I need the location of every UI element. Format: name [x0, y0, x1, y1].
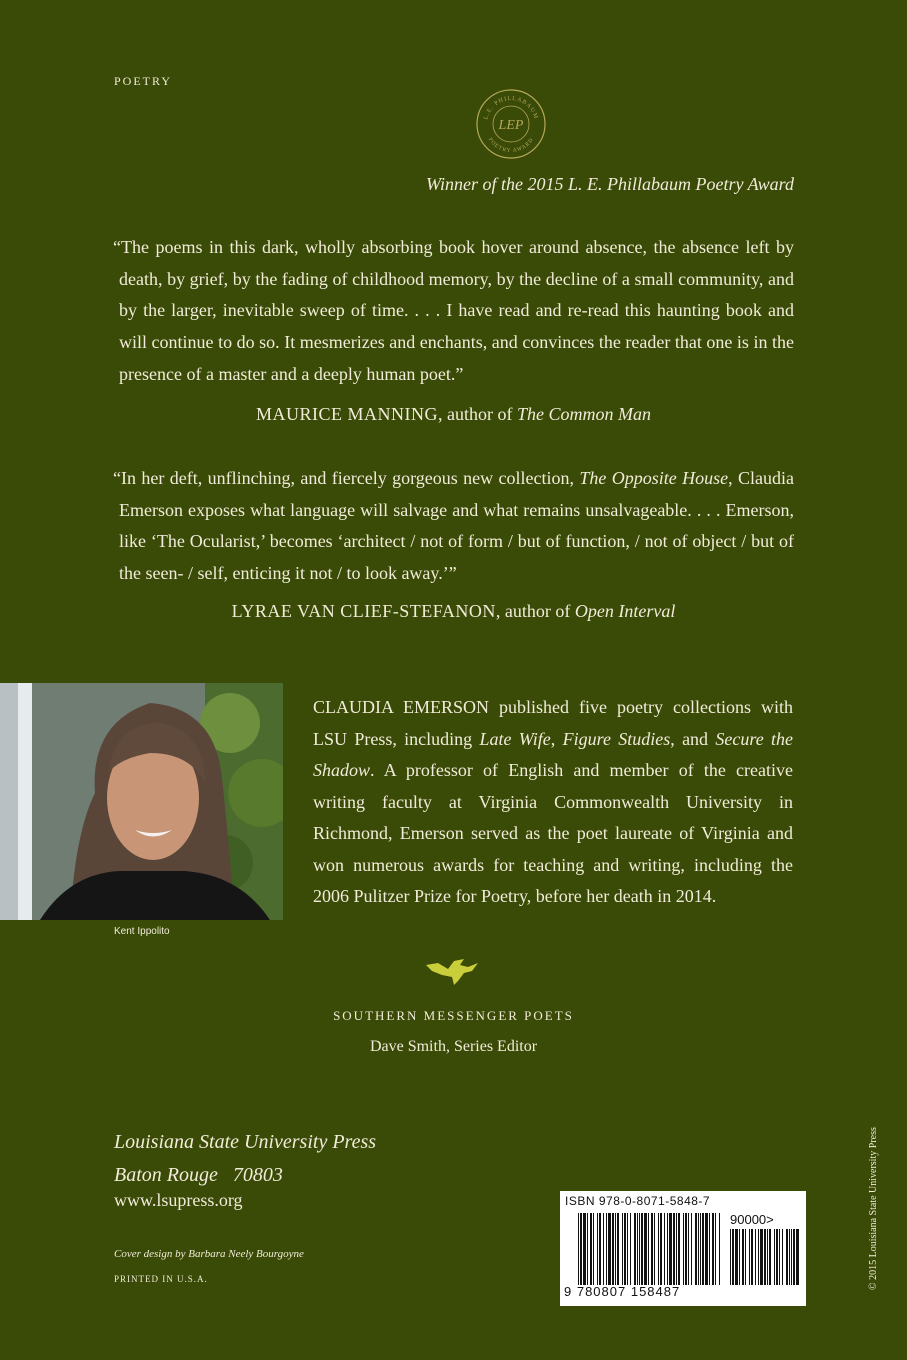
genre-label: POETRY — [114, 74, 173, 88]
barcode-bar — [774, 1229, 775, 1285]
barcode-bar — [702, 1213, 704, 1285]
publisher-name: Louisiana State University Press — [114, 1131, 377, 1153]
barcode-bar — [742, 1229, 744, 1285]
blurb-author-of-2: , author of — [495, 601, 575, 621]
printed-in: PRINTED IN U.S.A. — [114, 1274, 208, 1284]
blurb-attribution-1 — [0, 404, 907, 425]
barcode-bar — [648, 1213, 649, 1285]
barcode-bar — [691, 1213, 692, 1285]
quote2-post: , Claudia Emerson exposes what language will salvage and what remains unsalvageable. . . . Emerson, like ‘The Ocularist,’ becomes ‘architect / not of form / but of function, / not of object / but of the seen- / self, enticing it not / to look away.’” — [119, 468, 794, 584]
barcode-bar — [673, 1213, 675, 1285]
barcode-bar — [767, 1229, 768, 1285]
barcode-bar — [669, 1213, 672, 1285]
blurb-quote-1-text: “The poems in this dark, wholly absorbing book hover around absence, the absence left by death, by grief, by the fading of childhood memory, by the decline of a small community, and by the larger, inevitable sweep of time. . . . I have read and re-read this haunting book and will continue to do so. It mesmerizes and enchants, and convinces the reader that one is in the presence of a master and a deeply human poet.” — [113, 237, 794, 384]
barcode-bar — [678, 1213, 680, 1285]
barcode-bar — [715, 1213, 716, 1285]
barcode-bar — [732, 1229, 734, 1285]
blurb-author-1: MAURICE MANNING — [256, 404, 438, 424]
addon-barcode-bars — [730, 1229, 800, 1285]
barcode-bar — [745, 1229, 746, 1285]
barcode-bar — [705, 1213, 708, 1285]
barcode-bar — [578, 1213, 579, 1285]
bird-emblem-icon — [424, 955, 480, 987]
barcode-bar — [764, 1229, 766, 1285]
photo-credit: Kent Ippolito — [114, 926, 170, 937]
author-photo — [0, 683, 283, 920]
blurb-author-2: LYRAE VAN CLIEF-STEFANON — [231, 601, 496, 621]
bio-book-2: Figure Studies — [562, 728, 671, 749]
barcode-bar — [685, 1213, 687, 1285]
bio-book-1: Late Wife — [479, 728, 551, 749]
bio-text-4: . A professor of English and member of the creative writing faculty at Virginia Commonwealth University in Richmond, Emerson served as the poet laureate of Virginia and won numerous awards for teaching and writing, including the 2006 Pulitzer Prize for Poetry, before her death in 2014. — [313, 760, 793, 906]
barcode-bar — [622, 1213, 623, 1285]
barcode-bar — [709, 1213, 710, 1285]
barcode-bar — [688, 1213, 689, 1285]
barcode-bar — [791, 1229, 792, 1285]
barcode-bar — [700, 1213, 701, 1285]
barcode-bar — [651, 1213, 653, 1285]
barcode-bar — [735, 1229, 738, 1285]
barcode-bar — [658, 1213, 659, 1285]
barcode-bar — [608, 1213, 611, 1285]
barcode-bar — [695, 1213, 697, 1285]
barcode-bar — [755, 1229, 756, 1285]
barcode-bar — [603, 1213, 604, 1285]
barcode-bar — [739, 1229, 740, 1285]
barcode-bar — [639, 1213, 640, 1285]
barcode-bar — [730, 1229, 731, 1285]
bio-author-name: CLAUDIA EMERSON — [313, 697, 490, 717]
isbn-number: ISBN 978-0-8071-5848-7 — [565, 1194, 711, 1208]
barcode-bar — [683, 1213, 684, 1285]
barcode-bar — [624, 1213, 626, 1285]
seal-arc-bottom: POETRY AWARD — [486, 136, 536, 155]
blurb-author-of-1: , author of — [438, 404, 517, 424]
blurb-quote-1 — [113, 232, 794, 391]
barcode-bar — [712, 1213, 714, 1285]
barcode-bar — [593, 1213, 594, 1285]
series-name: SOUTHERN MESSENGER POETS — [333, 1008, 574, 1023]
isbn-barcode — [560, 1191, 806, 1306]
barcode-bar — [667, 1213, 668, 1285]
barcode-bar — [612, 1213, 614, 1285]
barcode-bar — [599, 1213, 601, 1285]
barcode-bar — [793, 1229, 795, 1285]
copyright-notice: © 2015 Louisiana State University Press — [868, 1127, 879, 1290]
barcode-bar — [641, 1213, 643, 1285]
barcode-bar — [627, 1213, 628, 1285]
publisher-block — [114, 1126, 376, 1192]
bio-text-3: , and — [670, 728, 716, 749]
barcode-bar — [698, 1213, 699, 1285]
svg-text:POETRY AWARD — [487, 137, 535, 154]
barcode-bar — [782, 1229, 783, 1285]
seal-arc-top: L.E. PHILLABAUM — [483, 95, 539, 121]
quote2-pre: “In her deft, unflinching, and fiercely gorgeous new collection, — [113, 468, 580, 488]
barcode-bar — [587, 1213, 588, 1285]
barcode-bar — [637, 1213, 638, 1285]
price-code: 90000> — [730, 1212, 774, 1227]
quote2-book-title: The Opposite House — [579, 468, 729, 488]
barcode-bar — [769, 1229, 771, 1285]
barcode-bar — [676, 1213, 677, 1285]
barcode-bar — [590, 1213, 592, 1285]
award-line: Winner of the 2015 L. E. Phillabaum Poetry Award — [426, 174, 794, 194]
cover-design-credit: Cover design by Barbara Neely Bourgoyne — [114, 1248, 304, 1260]
barcode-bar — [719, 1213, 720, 1285]
blurb-quote-2-text — [113, 463, 794, 590]
barcode-bar — [606, 1213, 607, 1285]
publisher-city: Baton Rouge 70803 — [114, 1164, 283, 1186]
barcode-bar — [654, 1213, 655, 1285]
series-editor: Dave Smith, Series Editor — [369, 1038, 538, 1055]
blurb-quote-2 — [113, 463, 794, 590]
barcode-bar — [583, 1213, 586, 1285]
blurb-book-2: Open Interval — [574, 601, 676, 621]
barcode-bar — [760, 1229, 763, 1285]
bio-book-3: Secure the Shadow — [313, 728, 793, 780]
publisher-website[interactable]: www.lsupress.org — [114, 1190, 243, 1210]
barcode-bar — [660, 1213, 662, 1285]
blurb-attribution-2 — [0, 601, 907, 622]
author-bio — [313, 692, 793, 913]
barcode-bar — [644, 1213, 647, 1285]
award-seal-icon — [475, 88, 547, 160]
barcode-bar — [796, 1229, 799, 1285]
barcode-bar — [751, 1229, 753, 1285]
svg-text:L.E. PHILLABAUM — [483, 96, 538, 120]
barcode-bar — [580, 1213, 582, 1285]
barcode-bar — [630, 1213, 631, 1285]
barcode-bar — [776, 1229, 778, 1285]
barcode-bar — [789, 1229, 790, 1285]
bio-text-1: published five poetry collections with LSU Press, including — [313, 697, 793, 749]
blurb-book-1: The Common Man — [516, 404, 651, 424]
ean-number: 9 780807 158487 — [564, 1284, 681, 1299]
barcode-bar — [664, 1213, 665, 1285]
barcode-bar — [786, 1229, 788, 1285]
barcode-bar — [617, 1213, 619, 1285]
barcode-bar — [597, 1213, 598, 1285]
barcode-bar — [634, 1213, 636, 1285]
ean-barcode-bars — [578, 1213, 720, 1285]
seal-monogram: LEP — [498, 118, 524, 133]
barcode-bar — [615, 1213, 616, 1285]
bio-text-2: , — [550, 728, 563, 749]
barcode-bar — [758, 1229, 759, 1285]
barcode-bar — [749, 1229, 750, 1285]
barcode-bar — [779, 1229, 780, 1285]
